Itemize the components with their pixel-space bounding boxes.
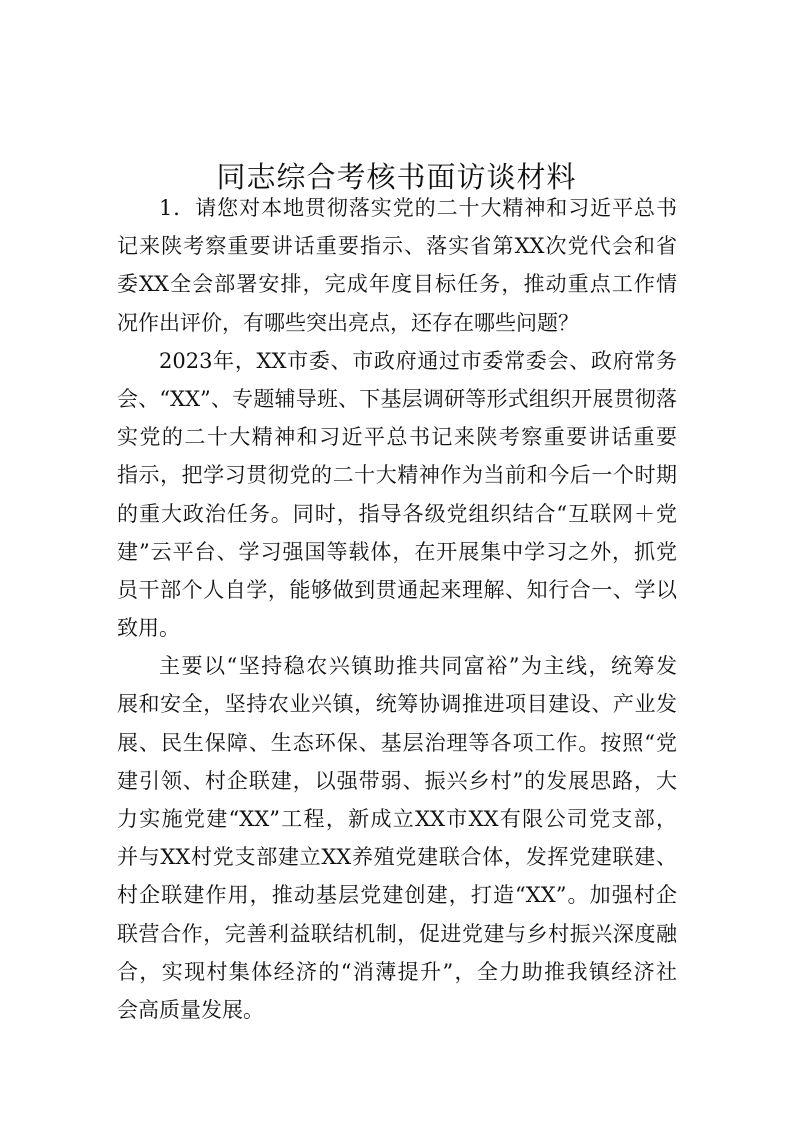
text-line: 实党的二十大精神和习近平总书记来陕考察重要讲话重要 bbox=[117, 425, 677, 450]
text-line: 委XX全会部署安排，完成年度目标任务，推动重点工作情 bbox=[117, 272, 677, 297]
paragraph-answer-2 bbox=[117, 647, 677, 1029]
text-line: 会、“XX”、专题辅导班、下基层调研等形式组织开展贯彻落 bbox=[117, 386, 677, 411]
text-line: 致用。 bbox=[117, 616, 180, 641]
text-line: 况作出评价，有哪些突出亮点，还存在哪些问题？ bbox=[117, 310, 579, 335]
text-line: 力实施党建“XX”工程，新成立XX市XX有限公司党支部， bbox=[117, 807, 677, 831]
text-line: 2023年，XX市委、市政府通过市委常委会、政府常务 bbox=[159, 348, 677, 373]
paragraph-question bbox=[117, 189, 677, 342]
text-line: 建引领、村企联建，以强带弱、振兴乡村”的发展思路，大 bbox=[117, 768, 677, 793]
text-line: 村企联建作用，推动基层党建创建，打造“XX”。加强村企 bbox=[117, 883, 677, 908]
document-body bbox=[117, 189, 677, 1029]
text-line: 记来陕考察重要讲话重要指示、落实省第XX次党代会和省 bbox=[117, 234, 677, 259]
text-line: 指示，把学习贯彻党的二十大精神作为当前和今后一个时期 bbox=[117, 463, 677, 488]
text-line: 展、民生保障、生态环保、基层治理等各项工作。按照“党 bbox=[117, 730, 677, 755]
text-line: 主要以“坚持稳农兴镇助推共同富裕”为主线，统筹发 bbox=[159, 654, 677, 679]
text-line: 会高质量发展。 bbox=[117, 997, 264, 1022]
text-line: 的重大政治任务。同时，指导各级党组织结合“互联网＋党 bbox=[117, 501, 677, 526]
text-line: 建”云平台、学习强国等载体，在开展集中学习之外，抓党 bbox=[117, 539, 677, 564]
text-line: 展和安全，坚持农业兴镇，统筹协调推进项目建设、产业发 bbox=[117, 692, 677, 717]
text-line: 并与XX村党支部建立XX养殖党建联合体，发挥党建联建、 bbox=[117, 845, 677, 870]
text-line: 联营合作，完善利益联结机制，促进党建与乡村振兴深度融 bbox=[117, 921, 677, 946]
document-title: 同志综合考核书面访谈材料 bbox=[216, 160, 577, 195]
text-line: 员干部个人自学，能够做到贯通起来理解、知行合一、学以 bbox=[117, 577, 677, 602]
text-line: 合，实现村集体经济的“消薄提升”，全力助推我镇经济社 bbox=[117, 959, 677, 984]
paragraph-answer-1 bbox=[117, 342, 677, 648]
text-line: 1．请您对本地贯彻落实党的二十大精神和习近平总书 bbox=[159, 196, 677, 220]
